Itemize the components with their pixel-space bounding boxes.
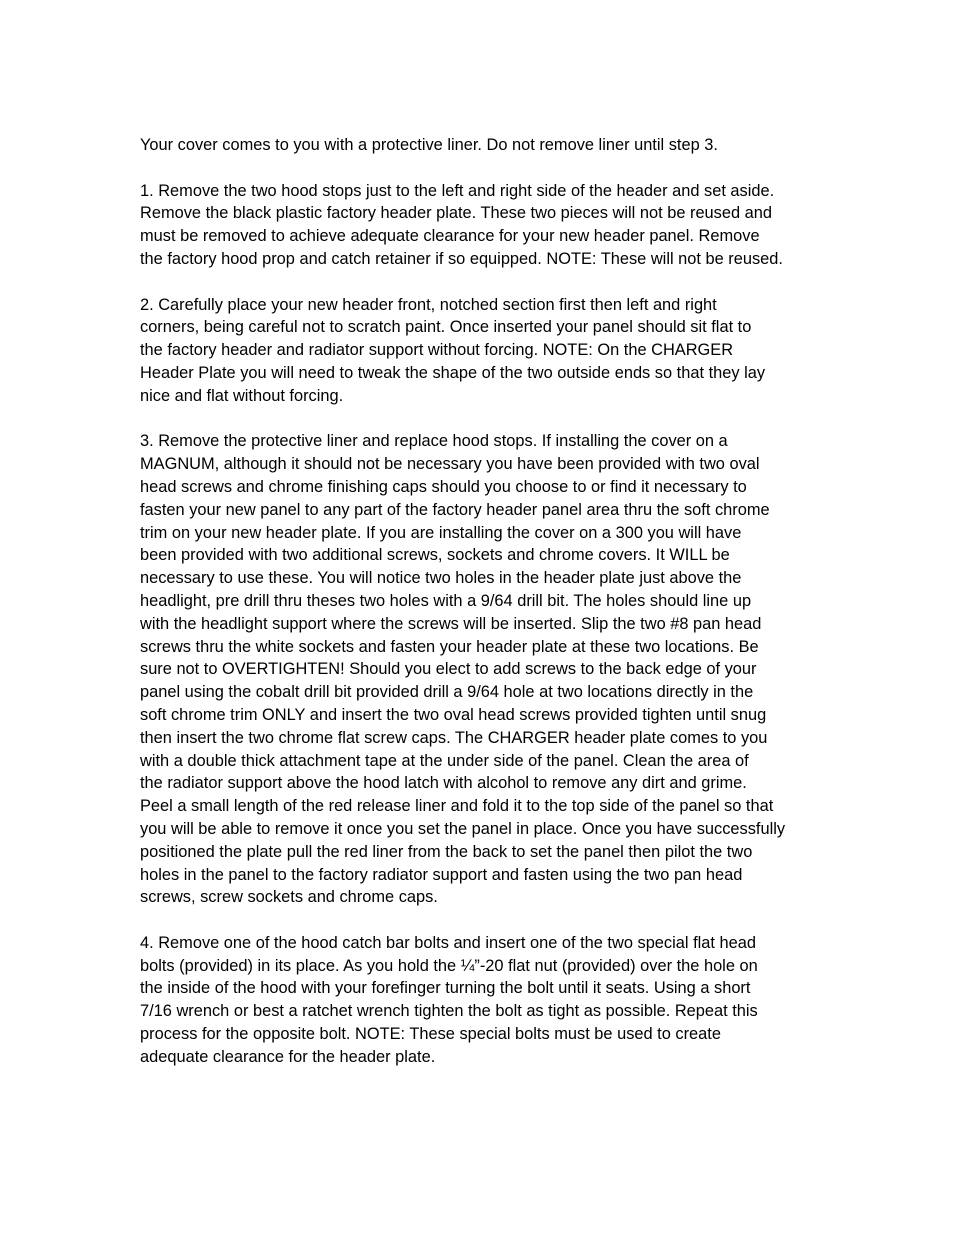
step-3-paragraph: 3. Remove the protective liner and replace hood stops. If installing the cover on a MAGNUM, although it should not be necessary you have been provided with two oval head screws and chrome finishing caps should you choose to or find it necessary to fasten your new panel to any part of the factory header panel area thru the soft chrome trim on your new header plate. If you are installing the cover on a 300 you will have been provided with two additional screws, sockets and chrome covers. It WILL be necessary to use these. You will notice two holes in the header plate just above the headlight, pre drill thru theses two holes with a 9/64 drill bit. The holes should line up with the headlight support where the screws will be inserted. Slip the two #8 pan head screws thru the white sockets and fasten your header plate at these two locations. Be sure not to OVERTIGHTEN! Should you elect to add screws to the back edge of your panel using the cobalt drill bit provided drill a 9/64 hole at two locations directly in the soft chrome trim ONLY and insert the two oval head screws provided tighten until snug then insert the two chrome flat screw caps. The CHARGER header plate comes to you with a double thick attachment tape at the under side of the panel. Clean the area of the radiator support above the hood latch with alcohol to remove any dirt and grime. Peel a small length of the red release liner and fold it to the top side of the panel so that you will be able to remove it once you set the panel in place. Once you have successfully positioned the plate pull the red liner from the back to set the panel then pilot the two holes in the panel to the factory radiator support and fasten using the two pan head screws, screw sockets and chrome caps.	[140, 432, 786, 907]
step-1-paragraph: 1. Remove the two hood stops just to the left and right side of the header and set aside. Remove the black plastic factory header plate. These two pieces will not be reused and must be removed to achieve adequate clearance for your new header panel. Remove the factory hood prop and catch retainer if so equipped. NOTE: These will not be reused.	[140, 181, 783, 268]
intro-paragraph: Your cover comes to you with a protective liner. Do not remove liner until step 3.	[140, 136, 718, 154]
document-body	[140, 134, 830, 1069]
step-2-paragraph: 2. Carefully place your new header front, notched section first then left and right corners, being careful not to scratch paint. Once inserted your panel should sit flat to the factory header and radiator support without forcing. NOTE: On the CHARGER Header Plate you will need to tweak the shape of the two outside ends so that they lay nice and flat without forcing.	[140, 295, 766, 405]
step-4-paragraph: 4. Remove one of the hood catch bar bolts and insert one of the two special flat head bolts (provided) in its place. As you hold the ¼”-20 flat nut (provided) over the hole on the inside of the hood with your forefinger turning the bolt until it seats. Using a short 7/16 wrench or best a ratchet wrench tighten the bolt as tight as possible. Repeat this process for the opposite bolt. NOTE: These special bolts must be used to create adequate clearance for the header plate.	[140, 933, 758, 1066]
